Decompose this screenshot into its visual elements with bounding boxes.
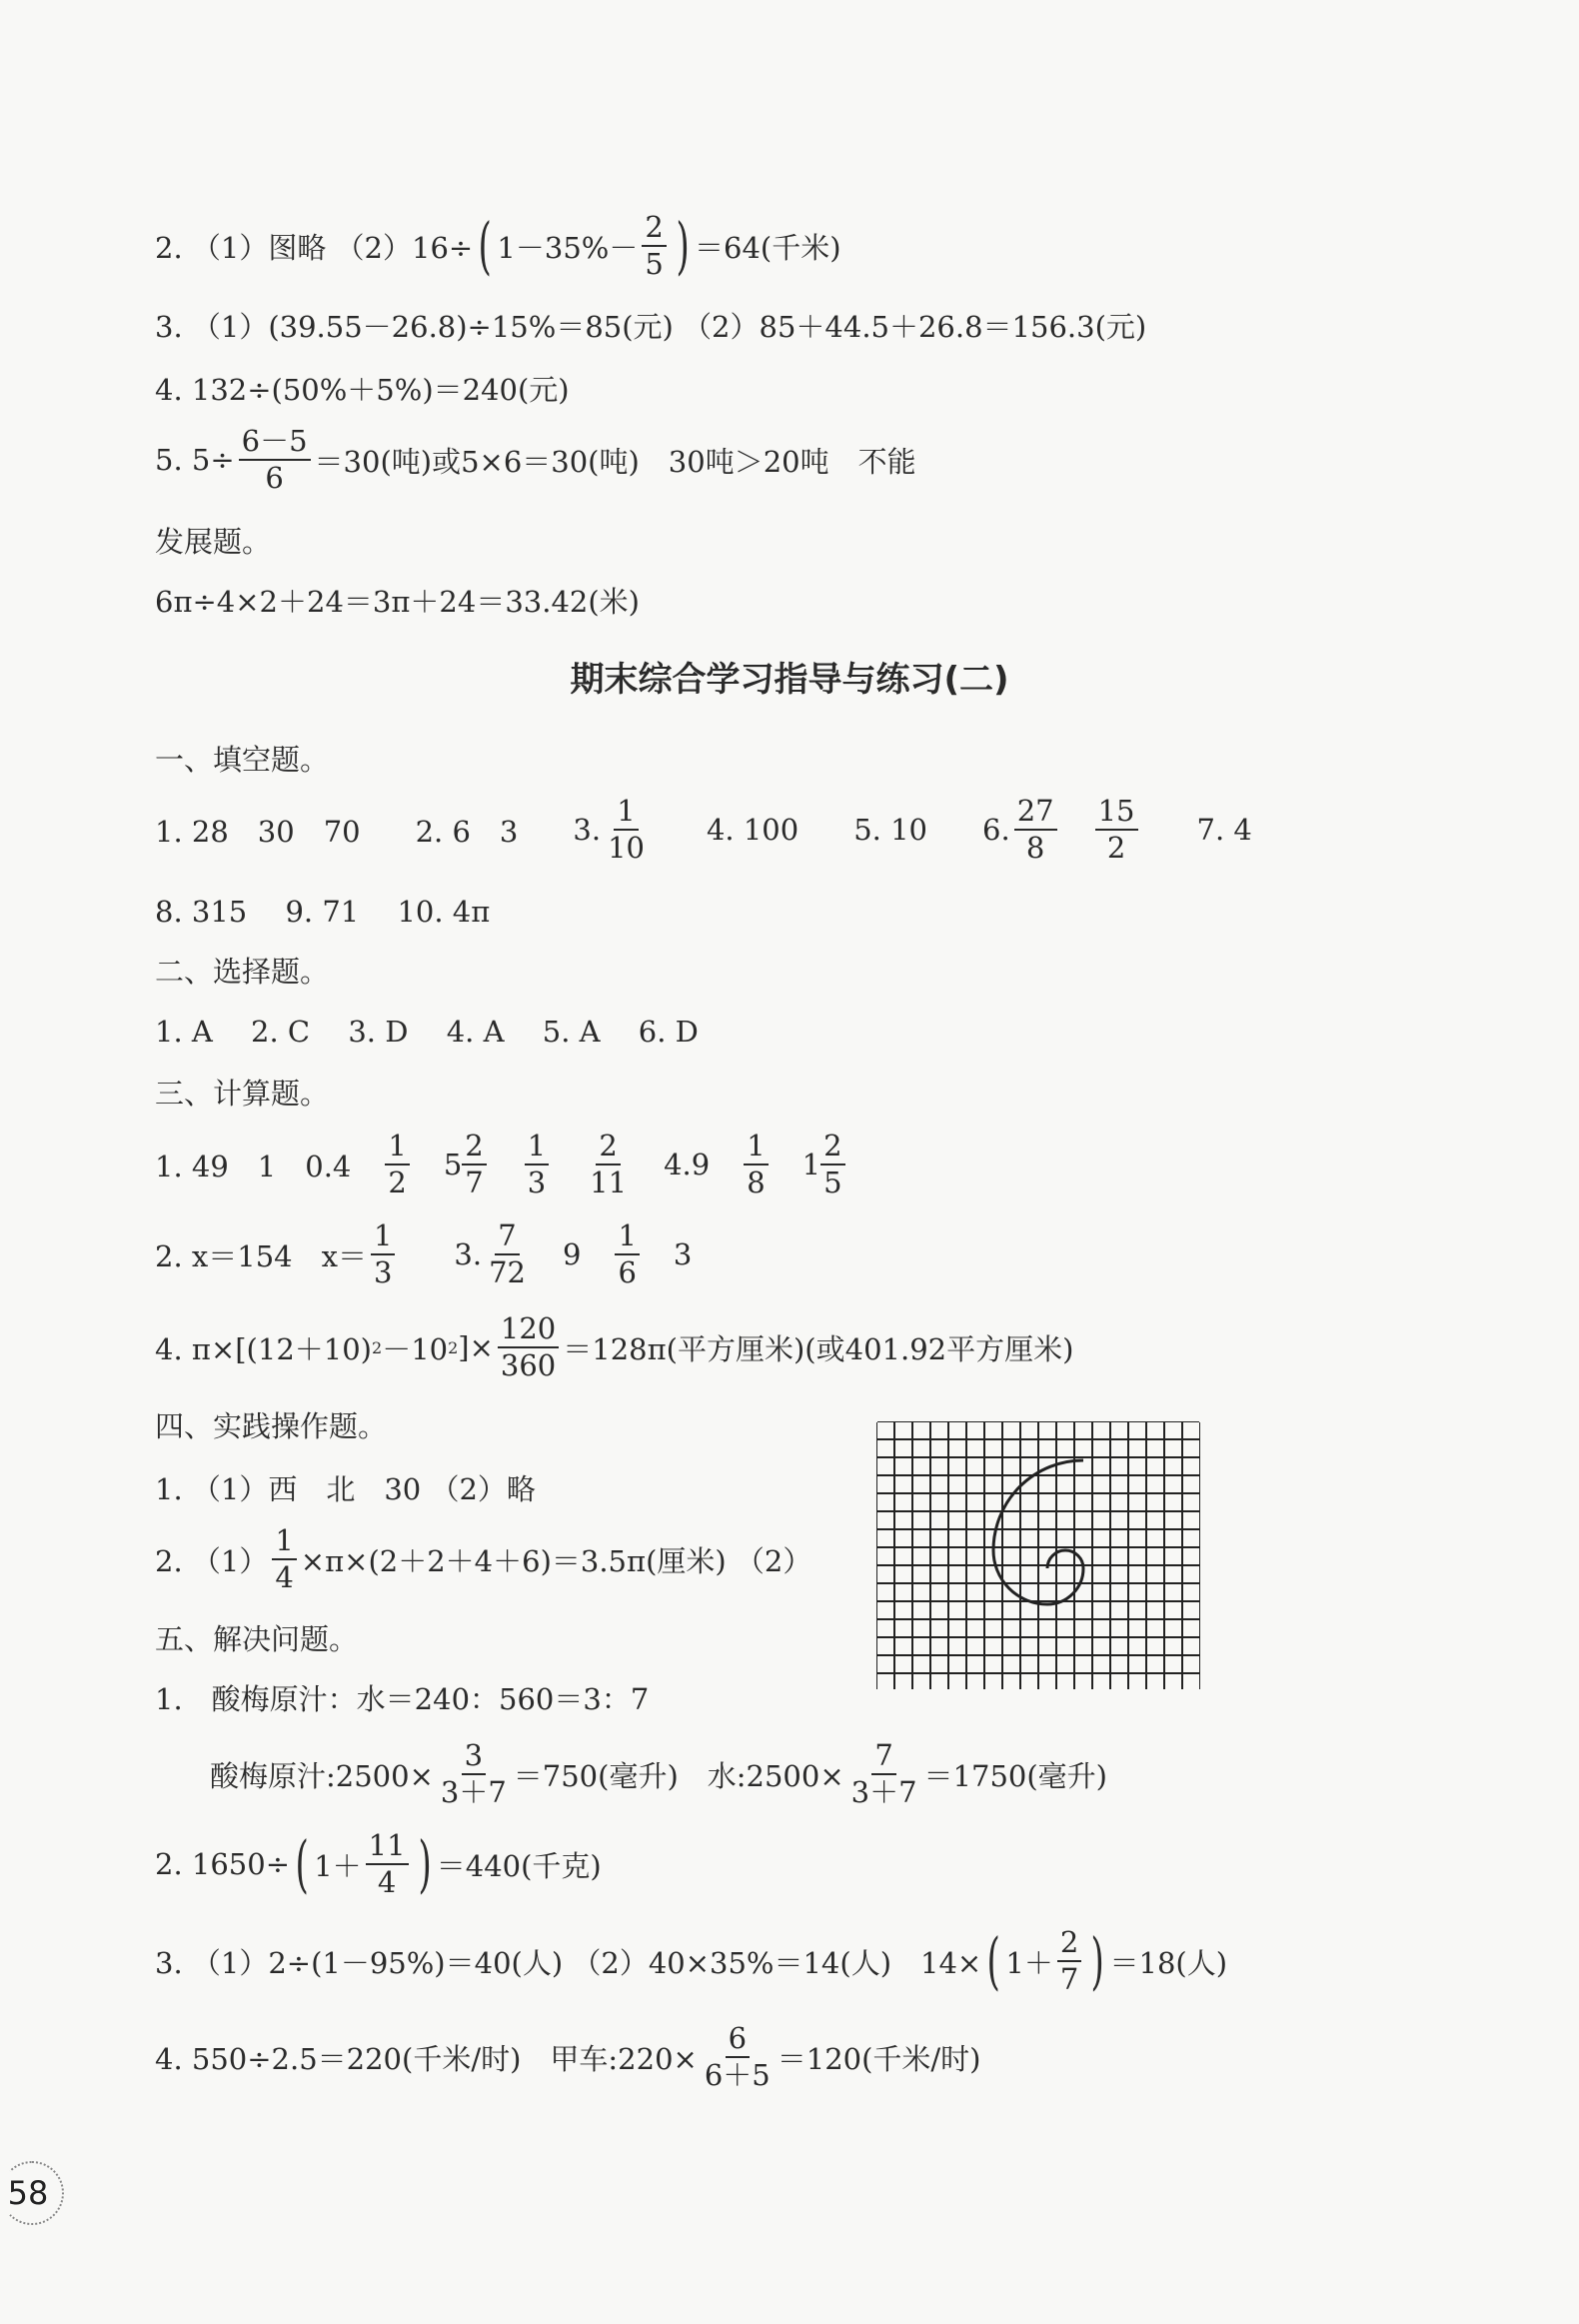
mixed-number: 5 $\frac{2}{7}$ — [444, 1132, 491, 1197]
text: ＝120(千米/时) — [777, 2041, 981, 2076]
answer-line — [155, 1827, 602, 1900]
fraction: $\frac{120}{360}$ — [498, 1314, 559, 1380]
text: 2. 1650÷ — [155, 1847, 290, 1881]
fraction: $\frac{3}{3+7}$ — [440, 1738, 507, 1809]
spiral-grid-figure — [876, 1421, 1200, 1689]
text: ]× — [458, 1330, 494, 1364]
fraction: $\frac{15}{2}$ — [1095, 797, 1138, 863]
answer-line: 3. （1）(39.55－26.8)÷15%＝85(元) （2）85＋44.5＋26.8＝156.3(元) — [155, 309, 1147, 344]
fraction: $\frac{1}{3}$ — [525, 1132, 549, 1197]
left-paren: ( — [986, 1924, 1000, 1997]
fraction: $\frac{2}{5}$ — [642, 213, 666, 279]
fraction: $\frac{27}{8}$ — [1014, 797, 1057, 863]
answer-line — [155, 2021, 981, 2092]
mixed-number: 1 $\frac{2}{5}$ — [802, 1132, 849, 1197]
left-paren: ( — [295, 1827, 309, 1900]
answer-line: 1. （1）西 北 30 （2）略 — [155, 1471, 536, 1506]
text: ＝1750(毫升) — [923, 1758, 1107, 1793]
fraction: $\frac{6}{6+5}$ — [704, 2021, 771, 2092]
fraction: $\frac{7}{3+7}$ — [850, 1738, 917, 1809]
fraction: $\frac{2}{11}$ — [590, 1129, 628, 1199]
text: 酸梅原汁:2500× — [210, 1758, 434, 1793]
right-paren: ) — [1090, 1924, 1105, 1997]
section-heading: 发展题。 — [155, 524, 272, 559]
text: 1＋ — [314, 1848, 362, 1883]
text: 3. （1）2÷(1－95%)＝40(人) （2）40×35%＝14(人) 14× — [155, 1945, 982, 1980]
answer-line — [155, 1129, 849, 1199]
answer-line: 4. 132÷(50%＋5%)＝240(元) — [155, 372, 570, 407]
answer-line — [155, 424, 916, 495]
text: 2. 6 3 — [415, 814, 519, 849]
text: 9 — [562, 1237, 582, 1271]
section-heading: 一、填空题。 — [155, 742, 330, 777]
text: 2. （1）图略 （2）16÷ — [155, 230, 474, 265]
text: ＝750(毫升) 水:2500× — [513, 1758, 844, 1793]
text: 7. 4 — [1196, 813, 1252, 847]
fraction: $\frac{2}{7}$ — [1057, 1928, 1081, 1994]
text: 1＋ — [1005, 1945, 1053, 1980]
text: ＝128π(平方厘米)(或401.92平方厘米) — [563, 1331, 1074, 1366]
right-paren: ) — [418, 1827, 432, 1900]
answer-line: 8. 315 9. 71 10. 4π — [155, 894, 491, 929]
exponent: 2 — [448, 1337, 459, 1357]
text: 3. — [454, 1237, 483, 1271]
text: 4. 550÷2.5＝220(千米/时) 甲车:220× — [155, 2041, 698, 2076]
text: 2. （1） — [155, 1543, 269, 1578]
answer-line — [155, 1523, 812, 1594]
text: 1. 28 30 70 — [155, 814, 361, 849]
fraction: $\frac{1}{4}$ — [272, 1526, 296, 1592]
text: 5. 5÷ — [155, 443, 235, 477]
fraction: $\frac{1}{6}$ — [615, 1221, 639, 1287]
text: 2. x＝154 x＝ — [155, 1238, 367, 1273]
text: ×π×(2＋2＋4＋6)＝3.5π(厘米) （2） — [300, 1543, 812, 1578]
text: 4. 100 — [706, 813, 799, 847]
fraction: $\frac{11}{4}$ — [366, 1831, 409, 1897]
text: 3. — [573, 813, 602, 847]
answer-line: 1. 酸梅原汁：水＝240：560＝3：7 — [155, 1681, 650, 1716]
text: 5. 10 — [853, 813, 928, 847]
fraction: $\frac{6-5}{6}$ — [239, 427, 311, 493]
text: 4.9 — [664, 1148, 711, 1181]
text: 1. 49 1 0.4 — [155, 1149, 352, 1183]
answer-line — [155, 209, 841, 282]
answer-line: 1. A 2. C 3. D 4. A 5. A 6. D — [155, 1014, 699, 1049]
text: ＝440(千克) — [436, 1848, 602, 1883]
answer-line — [155, 1218, 693, 1289]
text: ＝64(千米) — [695, 230, 841, 265]
text: 3 — [673, 1237, 693, 1271]
answer-line — [210, 1738, 1107, 1809]
text: 6. — [982, 813, 1010, 847]
text: －10 — [382, 1331, 449, 1366]
answer-line — [155, 1311, 1074, 1382]
right-paren: ) — [676, 209, 690, 282]
grid-lines — [876, 1421, 1200, 1689]
section-heading: 五、解决问题。 — [155, 1621, 359, 1656]
section-heading: 三、计算题。 — [155, 1076, 330, 1111]
answer-line — [155, 794, 1252, 865]
text: 4. π×[(12＋10) — [155, 1331, 372, 1366]
text: ＝30(吨)或5×6＝30(吨) 30吨＞20吨 不能 — [314, 444, 916, 479]
page-title: 期末综合学习指导与练习(二) — [570, 660, 1009, 700]
fraction: $\frac{1}{10}$ — [608, 794, 645, 865]
fraction: $\frac{1}{8}$ — [744, 1132, 768, 1197]
left-paren: ( — [478, 209, 492, 282]
text: 1－35%－ — [497, 230, 639, 265]
page-number: 58 — [0, 2161, 64, 2225]
answer-line — [155, 1924, 1228, 1997]
fraction: $\frac{7}{72}$ — [489, 1218, 526, 1289]
answer-line: 6π÷4×2＋24＝3π＋24＝33.42(米) — [155, 584, 640, 619]
fraction: $\frac{1}{2}$ — [385, 1132, 409, 1197]
text: ＝18(人) — [1109, 1945, 1228, 1980]
section-heading: 四、实践操作题。 — [155, 1408, 388, 1443]
fraction: $\frac{1}{3}$ — [371, 1221, 395, 1287]
exponent: 2 — [372, 1337, 383, 1357]
section-heading: 二、选择题。 — [155, 954, 330, 989]
